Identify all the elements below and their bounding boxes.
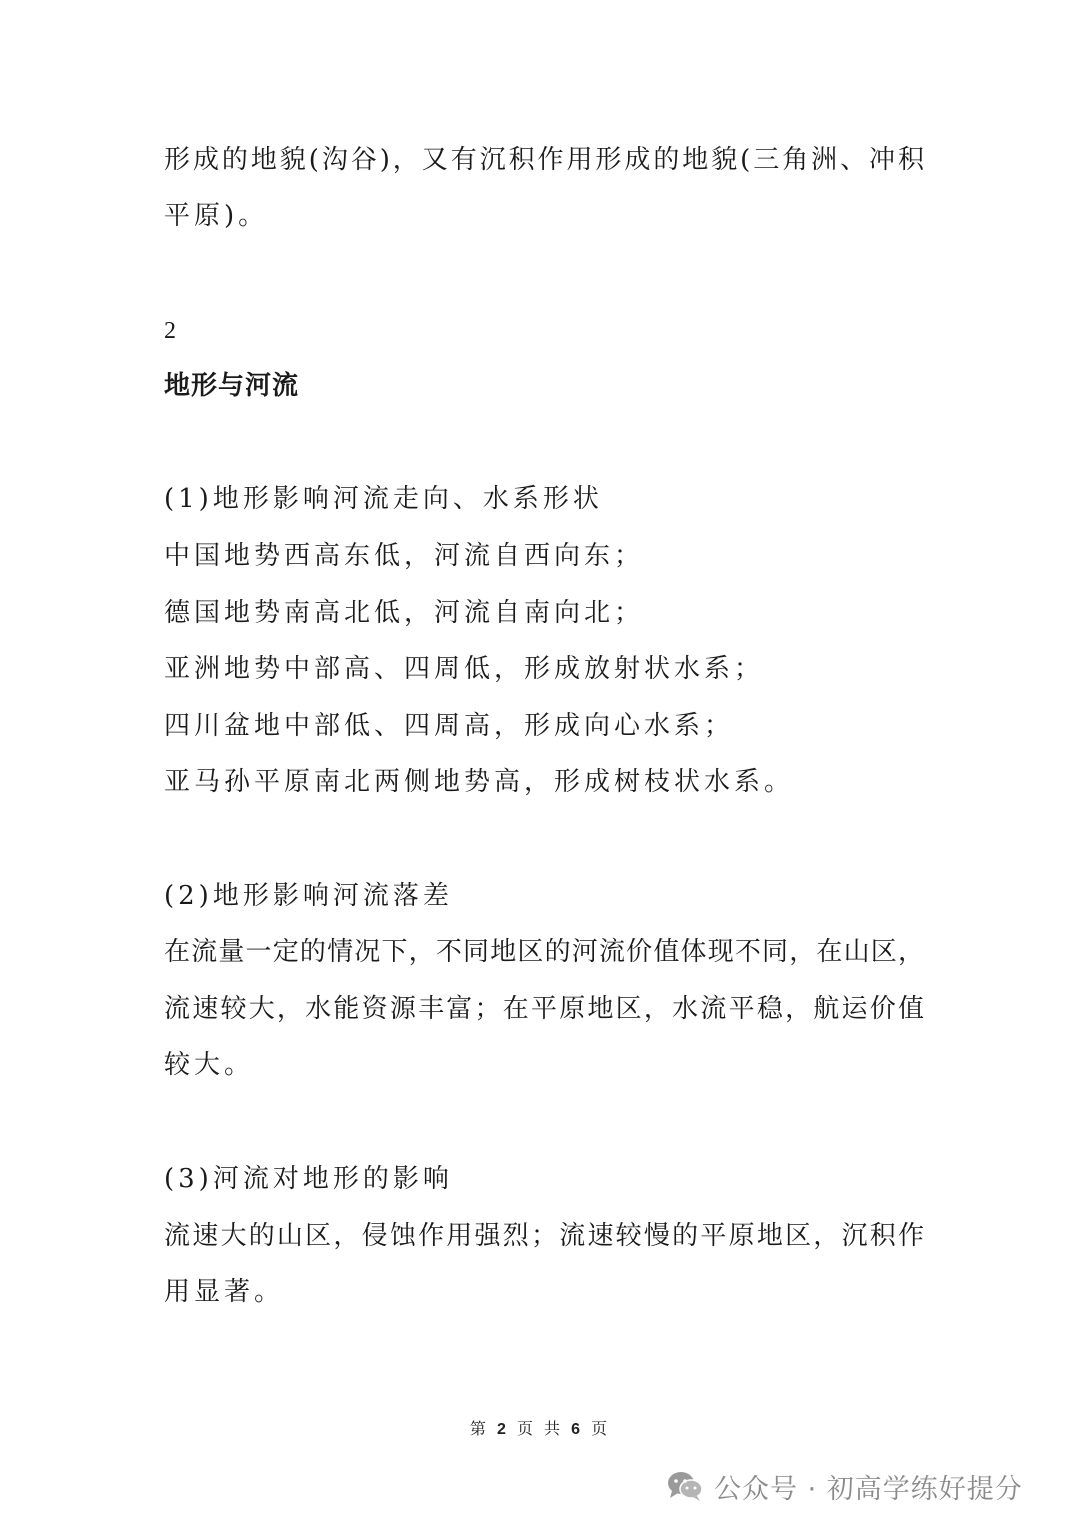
footer-total-pages: 6 bbox=[571, 1421, 584, 1438]
part3-line: 用显著。 bbox=[164, 1277, 285, 1307]
footer-prefix: 第 bbox=[469, 1419, 489, 1438]
intro-line-1: 形成的地貌(沟谷)，又有沉积作用形成的地貌(三角洲、冲积 bbox=[164, 145, 924, 175]
watermark bbox=[666, 1464, 1023, 1508]
intro-line-2: 平原)。 bbox=[164, 201, 269, 231]
part1-line: 亚洲地势中部高、四周低，形成放射状水系； bbox=[164, 654, 765, 684]
part1-line: 德国地势南高北低，河流自南向北； bbox=[164, 598, 645, 628]
footer-middle: 页 共 bbox=[516, 1419, 564, 1438]
section-title: 地形与河流 bbox=[164, 371, 300, 401]
part2-line: 在流量一定的情况下，不同地区的河流价值体现不同，在山区， bbox=[164, 937, 924, 967]
part1-line: 亚马孙平原南北两侧地势高，形成树枝状水系。 bbox=[164, 767, 795, 797]
part1-heading: (1)地形影响河流走向、水系形状 bbox=[164, 484, 603, 514]
part2-heading: (2)地形影响河流落差 bbox=[164, 881, 453, 911]
page-footer bbox=[0, 1419, 1080, 1440]
part2-line: 较大。 bbox=[164, 1050, 255, 1080]
section-number: 2 bbox=[164, 318, 176, 344]
part2-line: 流速较大，水能资源丰富；在平原地区，水流平稳，航运价值 bbox=[164, 994, 924, 1024]
part1-line: 中国地势西高东低，河流自西向东； bbox=[164, 541, 645, 571]
wechat-icon bbox=[666, 1469, 704, 1503]
footer-page-number: 2 bbox=[496, 1421, 509, 1438]
footer-suffix: 页 bbox=[591, 1419, 611, 1438]
part3-heading: (3)河流对地形的影响 bbox=[164, 1164, 453, 1194]
part3-line: 流速大的山区，侵蚀作用强烈；流速较慢的平原地区，沉积作 bbox=[164, 1221, 924, 1251]
part1-line: 四川盆地中部低、四周高，形成向心水系； bbox=[164, 711, 735, 741]
watermark-text: 公众号 · 初高学练好提分 bbox=[714, 1473, 1023, 1505]
